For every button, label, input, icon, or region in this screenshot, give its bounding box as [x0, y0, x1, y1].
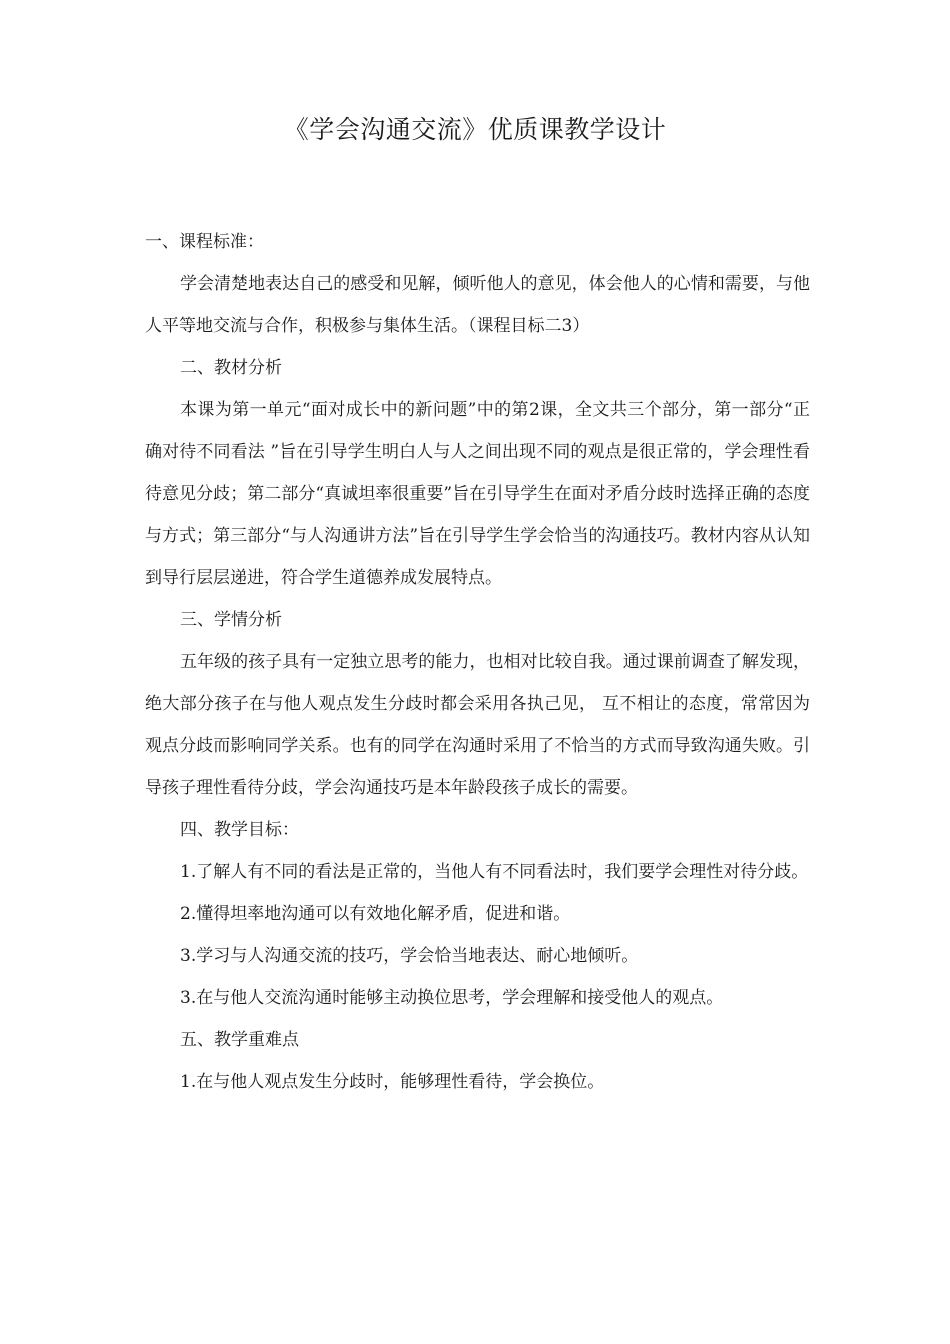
document-title: 《学会沟通交流》优质课教学设计: [283, 115, 667, 144]
document-body: [145, 221, 810, 1103]
objective-item: 3.在与他人交流沟通时能够主动换位思考，学会理解和接受他人的观点。: [180, 988, 724, 1008]
objective-item: 1.了解人有不同的看法是正常的，当他人有不同看法时，我们要学会理性对待分歧。: [180, 862, 809, 882]
paragraph-textbook-analysis: 本课为第一单元“面对成长中的新问题”中的第2课，全文共三个部分，第一部分“正确对待不同看法 ”旨在引导学生明白人与人之间出现不同的观点是很正常的，学会理性看待意见分歧；第二部分“真诚坦率很重要”旨在引导学生在面对矛盾分歧时选择正确的态度与方式；第三部分“与人沟通讲方法”旨在引导学生学会恰当的沟通技巧。教材内容从认知到导行层层递进，符合学生道德养成发展特点。: [145, 400, 810, 588]
key-difficulty-item: 1.在与他人观点发生分歧时，能够理性看待，学会换位。: [180, 1072, 605, 1092]
paragraph-student-analysis: 五年级的孩子具有一定独立思考的能力，也相对比较自我。通过课前调查了解发现，绝大部分孩子在与他人观点发生分歧时都会采用各执己见， 互不相让的态度，常常因为观点分歧而影响同学关系。也有的同学在沟通时采用了不恰当的方式而导致沟通失败。引导孩子理性看待分歧，学会沟通技巧是本年龄段孩子成长的需要。: [145, 652, 810, 798]
section-heading-student-analysis: 三、学情分析: [180, 610, 282, 630]
paragraph-curriculum-standard: 学会清楚地表达自己的感受和见解，倾听他人的意见，体会他人的心情和需要，与他人平等地交流与合作，积极参与集体生活。（课程目标二3）: [145, 274, 810, 336]
section-heading-textbook-analysis: 二、教材分析: [180, 358, 282, 378]
section-heading-teaching-objectives: 四、教学目标：: [180, 820, 299, 840]
section-heading-curriculum-standard: 一、课程标准：: [145, 232, 264, 252]
objective-item: 2.懂得坦率地沟通可以有效地化解矛盾，促进和谐。: [180, 904, 571, 924]
objective-item: 3.学习与人沟通交流的技巧，学会恰当地表达、耐心地倾听。: [180, 946, 639, 966]
section-heading-key-difficulties: 五、教学重难点: [180, 1030, 299, 1050]
